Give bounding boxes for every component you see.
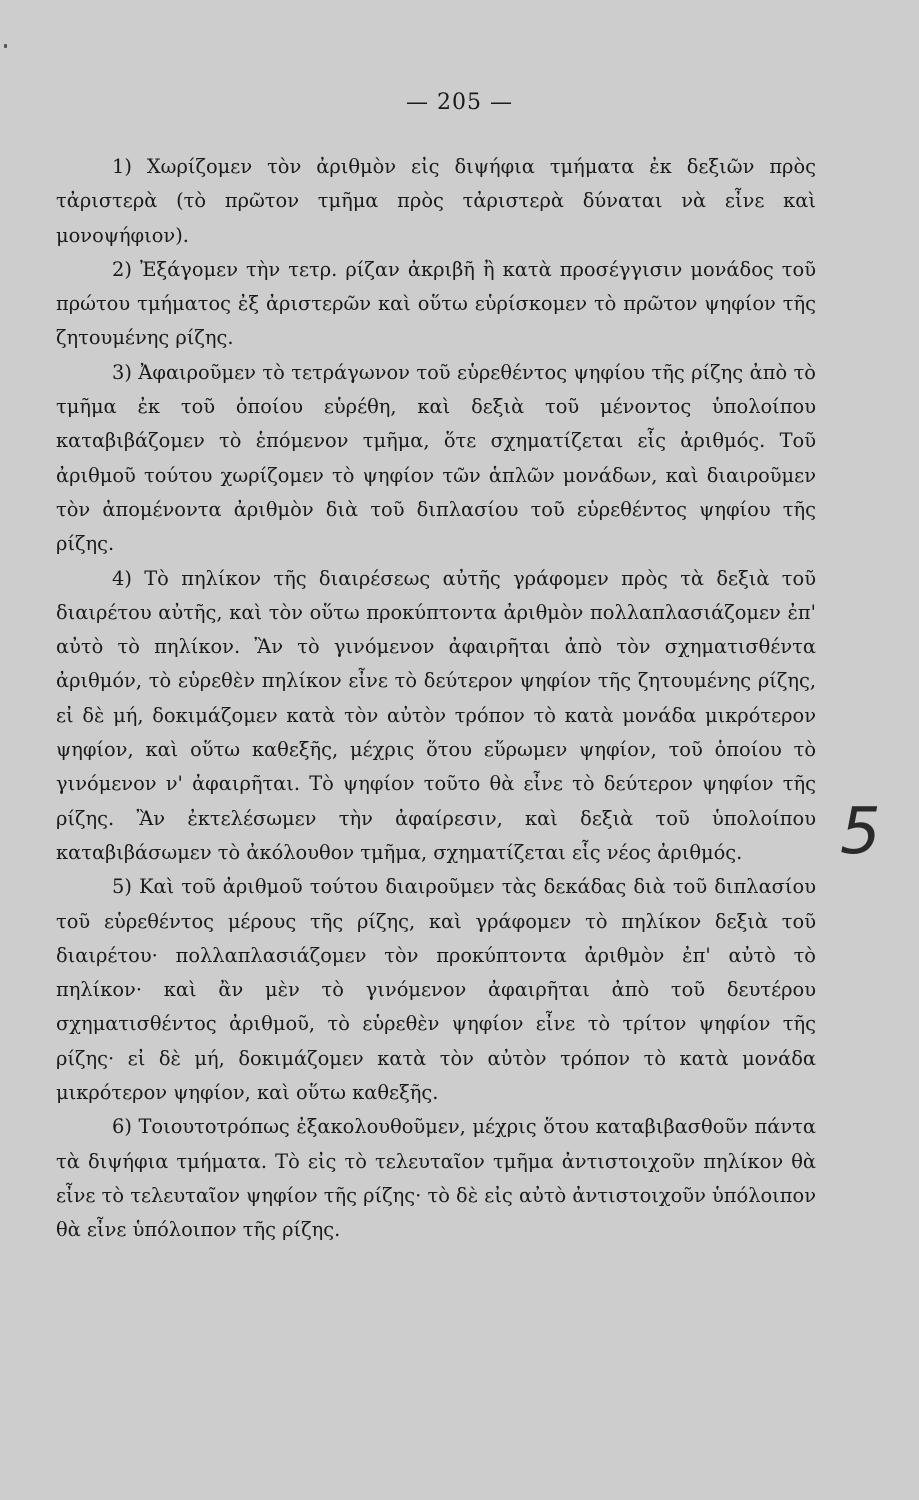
ink-speck	[4, 44, 7, 48]
handwritten-margin-note: 5	[840, 795, 881, 869]
paragraph-1: 1) Χωρίζομεν τὸν ἀριθμὸν εἰς διψήφια τμήματα ἐκ δεξιῶν πρὸς τἀριστερὰ (τὸ πρῶτον τμῆμα πρὸς τἀριστερὰ δύναται νὰ εἶνε καὶ μονοψήφιον).	[56, 155, 816, 247]
page-number: — 205 —	[406, 90, 513, 115]
body-text	[56, 150, 816, 1248]
paragraph-2: 2) Ἐξάγομεν τὴν τετρ. ρίζαν ἀκριβῆ ἢ κατὰ προσέγγισιν μονάδος τοῦ πρώτου τμήματος ἐξ ἀριστερῶν καὶ οὕτω εὑρίσκομεν τὸ πρῶτον ψηφίον τῆς ζητουμένης ρίζης.	[56, 257, 816, 350]
paragraph-4: 4) Τὸ πηλίκον τῆς διαιρέσεως αὐτῆς γράφομεν πρὸς τὰ δεξιὰ τοῦ διαιρέτου αὐτῆς, καὶ τὸν οὕτω προκύπτοντα ἀριθμὸν πολλαπλασιάζομεν ἐπ' αὐτὸ τὸ πηλίκον. Ἂν τὸ γινόμενον ἀφαιρῆται ἀπὸ τὸν σχηματισθέντα ἀριθμόν, τὸ εὑρεθὲν πηλίκον εἶνε τὸ δεύτερον ψηφίον τῆς ζητουμένης ρίζης, εἰ δὲ μή, δοκιμάζομεν κατὰ τὸν αὐτὸν τρόπον τὸ κατὰ μονάδα μικρότερον ψηφίον, καὶ οὕτω καθεξῆς, μέχρις ὅτου εὕρωμεν ψηφίον, τοῦ ὁποίου τὸ γινόμενον ν' ἀφαιρῆται. Τὸ ψηφίον τοῦτο θὰ εἶνε τὸ δεύτερον ψηφίον τῆς ρίζης. Ἂν ἐκτελέσωμεν τὴν ἀφαίρεσιν, καὶ δεξιὰ τοῦ ὑπολοίπου καταβιβάσωμεν τὸ ἀκόλουθον τμῆμα, σχηματίζεται εἷς νέος ἀριθμός.	[56, 566, 816, 864]
paragraph-6: 6) Τοιουτοτρόπως ἐξακολουθοῦμεν, μέχρις ὅτου καταβιβασθοῦν πάντα τὰ διψήφια τμήματα. Τὸ εἰς τὸ τελευταῖον τμῆμα ἀντιστοιχοῦν πηλίκον θὰ εἶνε τὸ τελευταῖον ψηφίον τῆς ρίζης· τὸ δὲ εἰς αὐτὸ ἀντιστοιχοῦν ὑπόλοιπον θὰ εἶνε ὑπόλοιπον τῆς ρίζης.	[56, 1115, 816, 1242]
paragraph-3: 3) Ἀφαιροῦμεν τὸ τετράγωνον τοῦ εὑρεθέντος ψηφίου τῆς ρίζης ἀπὸ τὸ τμῆμα ἐκ τοῦ ὁποίου εὑρέθη, καὶ δεξιὰ τοῦ μένοντος ὑπολοίπου καταβιβάζομεν τὸ ἑπόμενον τμῆμα, ὅτε σχηματίζεται εἷς ἀριθμός. Τοῦ ἀριθμοῦ τούτου χωρίζομεν τὸ ψηφίον τῶν ἁπλῶν μονάδων, καὶ διαιροῦμεν τὸν ἀπομένοντα ἀριθμὸν διὰ τοῦ διπλασίου τοῦ εὑρεθέντος ψηφίου τῆς ρίζης.	[56, 360, 816, 556]
paragraph-5: 5) Καὶ τοῦ ἀριθμοῦ τούτου διαιροῦμεν τὰς δεκάδας διὰ τοῦ διπλασίου τοῦ εὑρεθέντος μέρους τῆς ρίζης, καὶ γράφομεν τὸ πηλίκον δεξιὰ τοῦ διαιρέτου· πολλαπλασιάζομεν τὸν προκύπτοντα ἀριθμὸν ἐπ' αὐτὸ τὸ πηλίκον· καὶ ἂν μὲν τὸ γινόμενον ἀφαιρῆται ἀπὸ τοῦ δευτέρου σχηματισθέντος ἀριθμοῦ, τὸ εὑρεθὲν ψηφίον εἶνε τὸ τρίτον ψηφίον τῆς ρίζης· εἰ δὲ μή, δοκιμάζομεν κατὰ τὸν αὐτὸν τρόπον τὸ κατὰ μονάδα μικρότερον ψηφίον, καὶ οὕτω καθεξῆς.	[56, 875, 816, 1105]
